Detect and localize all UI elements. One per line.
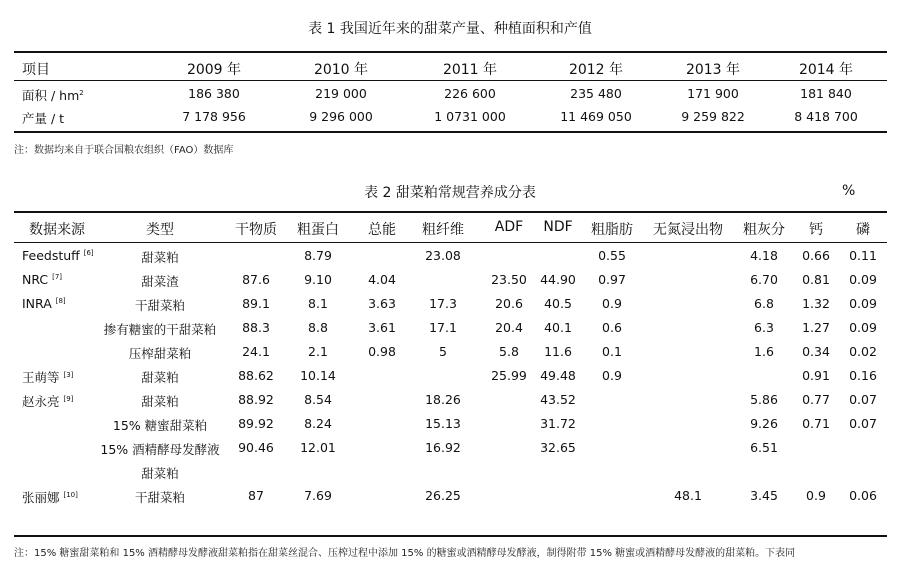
table2-cell: 6.70 bbox=[750, 272, 778, 287]
table2-cell: 0.6 bbox=[602, 320, 622, 335]
table2-source: 赵永亮 [9] bbox=[22, 394, 74, 409]
table2-bottom-rule bbox=[14, 535, 887, 537]
table2-top-rule bbox=[14, 211, 887, 213]
table2-cell: 89.1 bbox=[242, 296, 270, 311]
table2-cell: 0.16 bbox=[849, 368, 877, 383]
table2-cell: 0.9 bbox=[602, 296, 622, 311]
table2-cell: 掺有糖蜜的干甜菜粕 bbox=[103, 322, 217, 337]
table2-header-cell: ADF bbox=[494, 219, 524, 235]
table2-cell: 8.1 bbox=[308, 296, 328, 311]
table2-cell: 0.09 bbox=[849, 296, 877, 311]
table1-cell: 181 840 bbox=[800, 86, 852, 101]
table2-cell: 89.92 bbox=[238, 416, 274, 431]
table2-cell: 甜菜粕 bbox=[141, 370, 179, 385]
table1-header-year: 2009 年 bbox=[186, 62, 242, 78]
table2-header-cell: 粗纤维 bbox=[422, 222, 464, 238]
table2-cell: 0.9 bbox=[602, 368, 622, 383]
table2-cell: 6.3 bbox=[754, 320, 774, 335]
table2-cell: 87 bbox=[248, 488, 264, 503]
table2-cell: 0.91 bbox=[802, 368, 830, 383]
table2-cell: 25.99 bbox=[491, 368, 527, 383]
table2-header-cell: 钙 bbox=[809, 222, 823, 238]
table2-cell: 8.24 bbox=[304, 416, 332, 431]
table2-cell: 0.71 bbox=[802, 416, 830, 431]
table2-header-cell: 粗蛋白 bbox=[297, 222, 339, 238]
table1-title: 表 1 我国近年来的甜菜产量、种植面积和产值 bbox=[308, 21, 592, 37]
table2-cell: 干甜菜粕 bbox=[134, 490, 186, 505]
table1-header-year: 2014 年 bbox=[798, 62, 854, 78]
table2-cell: 9.26 bbox=[750, 416, 778, 431]
table2-cell: 44.90 bbox=[540, 272, 576, 287]
table2-cell: 1.6 bbox=[754, 344, 774, 359]
table2-header-cell: 粗灰分 bbox=[743, 222, 785, 238]
table1-cell: 7 178 956 bbox=[182, 109, 246, 124]
table2-cell: 3.45 bbox=[750, 488, 778, 503]
table2-cell: 8.8 bbox=[308, 320, 328, 335]
table2-cell: 0.66 bbox=[802, 248, 830, 263]
table2-cell: 17.1 bbox=[429, 320, 457, 335]
table2-cell: 1.27 bbox=[802, 320, 830, 335]
reference-superscript: [9] bbox=[63, 394, 74, 403]
table2-cell: 9.10 bbox=[304, 272, 332, 287]
table2-source: 张丽娜 [10] bbox=[22, 490, 78, 505]
table1-cell: 171 900 bbox=[687, 86, 739, 101]
table2-cell: 16.92 bbox=[425, 440, 461, 455]
table2-cell: 1.32 bbox=[802, 296, 830, 311]
table2-cell: 0.98 bbox=[368, 344, 396, 359]
table2-cell: 43.52 bbox=[540, 392, 576, 407]
table2-cell: 6.51 bbox=[750, 440, 778, 455]
table2-cell: 0.07 bbox=[849, 416, 877, 431]
table1-cell: 8 418 700 bbox=[794, 109, 858, 124]
table2-cell: 17.3 bbox=[429, 296, 457, 311]
table2-cell: 0.02 bbox=[849, 344, 877, 359]
table2-cell: 32.65 bbox=[540, 440, 576, 455]
table2-cell: 88.92 bbox=[238, 392, 274, 407]
table2-cell: 40.1 bbox=[544, 320, 572, 335]
table2-header-cell: 干物质 bbox=[235, 222, 277, 238]
table2-cell: 12.01 bbox=[300, 440, 336, 455]
table1-cell: 226 600 bbox=[444, 86, 496, 101]
table2-cell: 6.8 bbox=[754, 296, 774, 311]
reference-superscript: [10] bbox=[63, 490, 78, 499]
table2-cell: 3.61 bbox=[368, 320, 396, 335]
table2-header-cell: 总能 bbox=[368, 222, 396, 238]
table2-cell: 10.14 bbox=[300, 368, 336, 383]
table2-header-cell: 类型 bbox=[146, 222, 174, 238]
table2-cell: 15% 糖蜜甜菜粕 bbox=[112, 418, 208, 433]
reference-superscript: [6] bbox=[83, 248, 94, 257]
table1-cell: 11 469 050 bbox=[560, 109, 632, 124]
table1-bottom-rule bbox=[14, 131, 887, 133]
table2-cell: 3.63 bbox=[368, 296, 396, 311]
table2-cell: 23.50 bbox=[491, 272, 527, 287]
table2-cell: 甜菜粕 bbox=[141, 250, 179, 265]
table2-mid-rule bbox=[14, 242, 887, 243]
table2-header-cell: 磷 bbox=[856, 222, 870, 238]
table2-cell: 88.3 bbox=[242, 320, 270, 335]
table2-header-cell: 无氮浸出物 bbox=[653, 222, 723, 238]
table2-cell: 20.6 bbox=[495, 296, 523, 311]
table1-row-label: 产量 / t bbox=[22, 111, 65, 126]
table1-header-year: 2011 年 bbox=[442, 62, 498, 78]
table2-cell: 0.1 bbox=[602, 344, 622, 359]
table2-cell: 7.69 bbox=[304, 488, 332, 503]
table2-cell: 5.86 bbox=[750, 392, 778, 407]
table2-cell: 31.72 bbox=[540, 416, 576, 431]
table2-cell: 24.1 bbox=[242, 344, 270, 359]
table1-cell: 1 0731 000 bbox=[434, 109, 506, 124]
table2-cell: 40.5 bbox=[544, 296, 572, 311]
table2-cell: 0.09 bbox=[849, 272, 877, 287]
table2-cell: 88.62 bbox=[238, 368, 274, 383]
table2-cell: 5 bbox=[439, 344, 447, 359]
table1-note: 注：数据均来自于联合国粮农组织（FAO）数据库 bbox=[14, 145, 234, 156]
table2-header-cell: 数据来源 bbox=[29, 222, 85, 238]
reference-superscript: [3] bbox=[63, 370, 74, 379]
table1-row-label: 面积 / $hm^2$ bbox=[22, 88, 84, 103]
table2-cell: 0.07 bbox=[849, 392, 877, 407]
table2-cell: 18.26 bbox=[425, 392, 461, 407]
table1-top-rule bbox=[14, 51, 887, 53]
table2-cell: 0.09 bbox=[849, 320, 877, 335]
reference-superscript: [7] bbox=[52, 272, 63, 281]
table2-cell: 5.8 bbox=[499, 344, 519, 359]
table2-cell: 4.18 bbox=[750, 248, 778, 263]
table2-cell: 0.97 bbox=[598, 272, 626, 287]
table1-cell: 9 259 822 bbox=[681, 109, 745, 124]
table2-cell: 压榨甜菜粕 bbox=[128, 346, 192, 361]
table2-header-cell: NDF bbox=[543, 219, 573, 235]
table2-source: INRA [8] bbox=[22, 296, 66, 311]
table1-cell: 9 296 000 bbox=[309, 109, 373, 124]
table2-cell: 甜菜渣 bbox=[141, 274, 179, 289]
table2-title: 表 2 甜菜粕常规营养成分表 bbox=[364, 185, 536, 201]
table2-cell: 20.4 bbox=[495, 320, 523, 335]
table2-source: NRC [7] bbox=[22, 272, 63, 287]
table1-mid-rule bbox=[14, 80, 887, 81]
table1-cell: 186 380 bbox=[188, 86, 240, 101]
unit-superscript: 2 bbox=[79, 88, 84, 97]
table2-note: 注：15% 糖蜜甜菜粕和 15% 酒精酵母发酵液甜菜粕指在甜菜丝混合、压榨过程中添加 15% 的糖蜜或酒精酵母发酵液，制得附带 15% 糖蜜或酒精酵母发酵液的甜菜粕。下表同 bbox=[14, 548, 796, 559]
table2-unit: % bbox=[842, 183, 856, 199]
table2-cell: 0.9 bbox=[806, 488, 826, 503]
table1-cell: 235 480 bbox=[570, 86, 622, 101]
table2-cell: 11.6 bbox=[544, 344, 572, 359]
table2-cell: 0.55 bbox=[598, 248, 626, 263]
table1-cell: 219 000 bbox=[315, 86, 367, 101]
table2-cell: 15% 酒精酵母发酵液 bbox=[100, 442, 220, 457]
table2-header-cell: 粗脂肪 bbox=[591, 222, 633, 238]
table2-cell: 15.13 bbox=[425, 416, 461, 431]
table2-cell: 0.81 bbox=[802, 272, 830, 287]
table2-cell: 甜菜粕 bbox=[141, 394, 179, 409]
table1-header-year: 2010 年 bbox=[313, 62, 369, 78]
table2-cell: 23.08 bbox=[425, 248, 461, 263]
table2-cell: 0.77 bbox=[802, 392, 830, 407]
table2-cell: 8.79 bbox=[304, 248, 332, 263]
table2-cell: 49.48 bbox=[540, 368, 576, 383]
table2-cell: 8.54 bbox=[304, 392, 332, 407]
table2-cell: 0.34 bbox=[802, 344, 830, 359]
table2-cell: 87.6 bbox=[242, 272, 270, 287]
table2-cell: 2.1 bbox=[308, 344, 328, 359]
table2-source: Feedstuff [6] bbox=[22, 248, 94, 263]
table2-cell: 48.1 bbox=[674, 488, 702, 503]
table1-header-year: 2013 年 bbox=[685, 62, 741, 78]
table2-source: 王萌等 [3] bbox=[22, 370, 74, 385]
reference-superscript: [8] bbox=[55, 296, 66, 305]
table1-header-item: 项目 bbox=[22, 62, 50, 78]
table2-cell: 90.46 bbox=[238, 440, 274, 455]
table2-cell: 干甜菜粕 bbox=[134, 298, 186, 313]
table2-cell: 甜菜粕 bbox=[141, 466, 179, 481]
table2-cell: 4.04 bbox=[368, 272, 396, 287]
table1-header-year: 2012 年 bbox=[568, 62, 624, 78]
table2-cell: 0.11 bbox=[849, 248, 877, 263]
table2-cell: 0.06 bbox=[849, 488, 877, 503]
table2-cell: 26.25 bbox=[425, 488, 461, 503]
